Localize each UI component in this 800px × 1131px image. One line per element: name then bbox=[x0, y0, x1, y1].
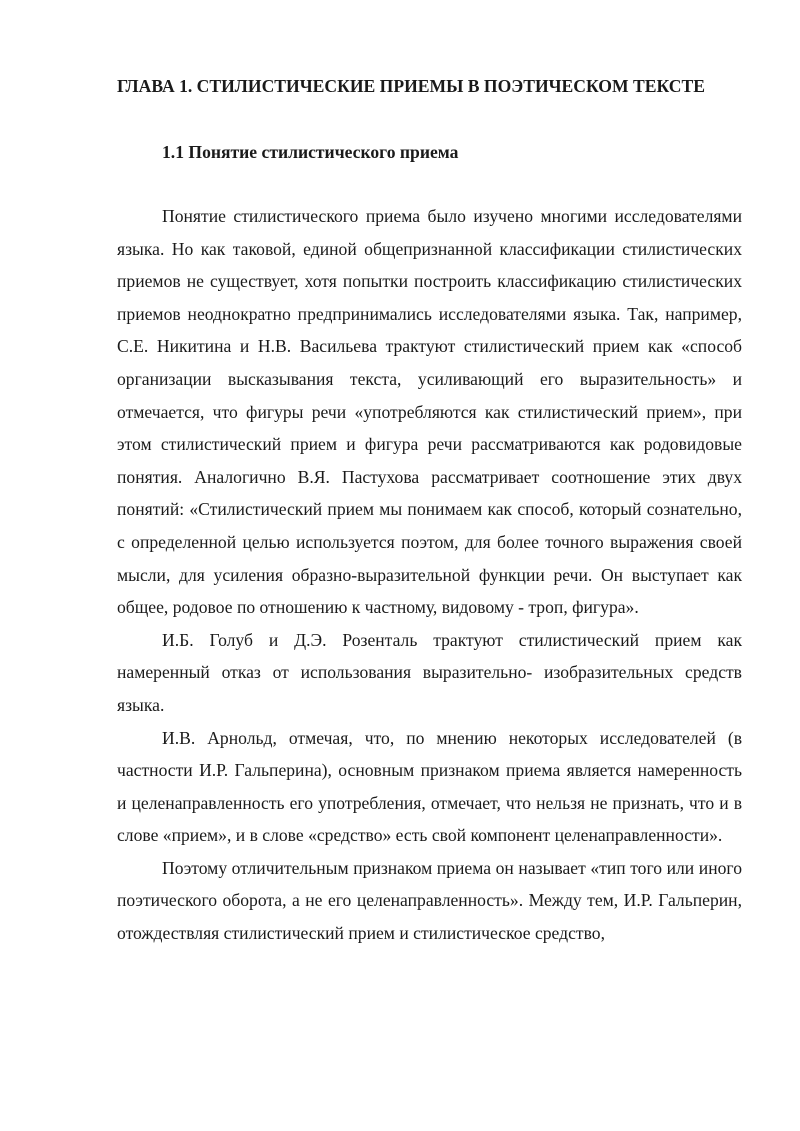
paragraph-2: И.Б. Голуб и Д.Э. Розенталь трактуют стилистический прием как намеренный отказ от использования выразительно- изобразительных средств языка. bbox=[117, 629, 742, 715]
paragraph-1: Понятие стилистического приема было изучено многими исследователями языка. Но как таковой, единой общепризнанной классификации стилистических приемов не существует, хотя попытки построить классификацию стилистических приемов неоднократно предпринимались исследователями языка. Так, например, С.Е. Никитина и Н.В. Васильева трактуют стилистический прием как «способ организации высказывания текста, усиливающий его выразительность» и отмечается, что фигуры речи «употребляются как стилистический прием», при этом стилистический прием и фигура речи рассматриваются как родовидовые понятия. Аналогично В.Я. Пастухова рассматривает соотношение этих двух понятий: «Стилистический прием мы понимаем как способ, который сознательно, с определенной целью используется поэтом, для более точного выражения своей мысли, для усиления образно-выразительной функции речи. Он выступает как общее, родовое по отношению к частному, видовому - троп, фигура». bbox=[117, 206, 742, 618]
body-text bbox=[117, 200, 742, 950]
paragraph-3: И.В. Арнольд, отмечая, что, по мнению некоторых исследователей (в частности И.Р. Гальперина), основным признаком приема является намеренность и целенаправленность его употребления, отмечает, что нельзя не признать, что и в слове «прием», и в слове «средство» есть свой компонент целенаправленности». bbox=[117, 727, 742, 846]
chapter-title: ГЛАВА 1. СТИЛИСТИЧЕСКИЕ ПРИЕМЫ В ПОЭТИЧЕСКОМ ТЕКСТЕ bbox=[117, 76, 705, 96]
paragraph-4: Поэтому отличительным признаком приема он называет «тип того или иного поэтического оборота, а не его целенаправленность». Между тем, И.Р. Гальперин, отождествляя стилистический прием и стилистическое средство, bbox=[117, 857, 742, 944]
section-title: 1.1 Понятие стилистического приема bbox=[162, 142, 459, 162]
